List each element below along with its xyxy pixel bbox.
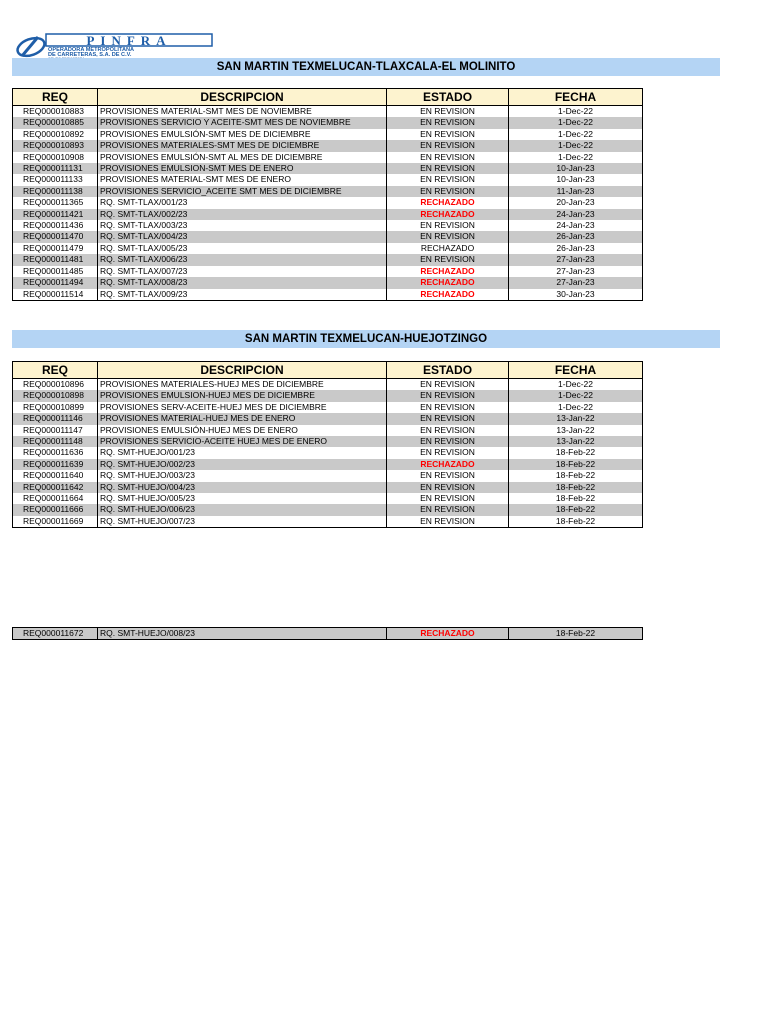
- status-cell: EN REVISION: [387, 140, 509, 151]
- description-cell: RQ. SMT-HUEJO/001/23: [98, 447, 387, 458]
- date-cell: 13-Jan-22: [509, 413, 643, 424]
- status-cell: RECHAZADO: [387, 197, 509, 208]
- description-cell: PROVISIONES EMULSIÓN-SMT AL MES DE DICIEMBRE: [98, 152, 387, 163]
- status-cell: EN REVISION: [387, 436, 509, 447]
- date-cell: 26-Jan-23: [509, 231, 643, 242]
- status-cell: RECHAZADO: [387, 243, 509, 254]
- status-cell: EN REVISION: [387, 231, 509, 242]
- table-row: [13, 628, 643, 640]
- date-cell: 1-Dec-22: [509, 129, 643, 140]
- req-cell: REQ000011470: [13, 231, 98, 242]
- header-descripcion: DESCRIPCION: [98, 89, 387, 106]
- description-cell: RQ. SMT-TLAX/006/23: [98, 254, 387, 265]
- date-cell: 11-Jan-23: [509, 186, 643, 197]
- date-cell: 1-Dec-22: [509, 152, 643, 163]
- header-descripcion: DESCRIPCION: [98, 362, 387, 379]
- description-cell: RQ. SMT-HUEJO/003/23: [98, 470, 387, 481]
- description-cell: PROVISIONES EMULSION-SMT MES DE ENERO: [98, 163, 387, 174]
- table-row: [13, 209, 643, 220]
- date-cell: 30-Jan-23: [509, 289, 643, 301]
- table-header-row: [13, 89, 643, 106]
- description-cell: PROVISIONES MATERIAL-HUEJ MES DE ENERO: [98, 413, 387, 424]
- table-row: [13, 470, 643, 481]
- status-cell: EN REVISION: [387, 493, 509, 504]
- table-row: [13, 197, 643, 208]
- date-cell: 18-Feb-22: [509, 493, 643, 504]
- description-cell: PROVISIONES SERVICIO Y ACEITE-SMT MES DE NOVIEMBRE: [98, 117, 387, 128]
- status-cell: RECHAZADO: [387, 209, 509, 220]
- date-cell: 18-Feb-22: [509, 516, 643, 528]
- status-cell: EN REVISION: [387, 402, 509, 413]
- description-cell: RQ. SMT-TLAX/001/23: [98, 197, 387, 208]
- date-cell: 1-Dec-22: [509, 402, 643, 413]
- header-fecha: FECHA: [509, 89, 643, 106]
- req-cell: REQ000010893: [13, 140, 98, 151]
- req-cell: REQ000011138: [13, 186, 98, 197]
- section-title-tlaxcala: SAN MARTIN TEXMELUCAN-TLAXCALA-EL MOLINITO: [12, 58, 720, 76]
- table-row: [13, 129, 643, 140]
- table-row: [13, 482, 643, 493]
- req-cell: REQ000011639: [13, 459, 98, 470]
- description-cell: PROVISIONES SERVICIO-ACEITE HUEJ MES DE ENERO: [98, 436, 387, 447]
- table-row: [13, 231, 643, 242]
- date-cell: 18-Feb-22: [509, 504, 643, 515]
- status-cell: EN REVISION: [387, 129, 509, 140]
- table-row: [13, 504, 643, 515]
- date-cell: 24-Jan-23: [509, 209, 643, 220]
- description-cell: PROVISIONES MATERIAL-SMT MES DE NOVIEMBRE: [98, 106, 387, 118]
- description-cell: PROVISIONES SERVICIO_ACEITE SMT MES DE DICIEMBRE: [98, 186, 387, 197]
- status-cell: EN REVISION: [387, 163, 509, 174]
- req-cell: REQ000011148: [13, 436, 98, 447]
- status-cell: RECHAZADO: [387, 277, 509, 288]
- table-row: [13, 425, 643, 436]
- table-row: [13, 254, 643, 265]
- status-cell: EN REVISION: [387, 470, 509, 481]
- table-row: [13, 447, 643, 458]
- req-cell: REQ000010898: [13, 390, 98, 401]
- date-cell: 27-Jan-23: [509, 277, 643, 288]
- description-cell: PROVISIONES MATERIALES-HUEJ MES DE DICIEMBRE: [98, 379, 387, 391]
- table-row: [13, 289, 643, 301]
- table-row: [13, 413, 643, 424]
- description-cell: RQ. SMT-HUEJO/004/23: [98, 482, 387, 493]
- status-cell: RECHAZADO: [387, 266, 509, 277]
- table-row: [13, 402, 643, 413]
- date-cell: 20-Jan-23: [509, 197, 643, 208]
- status-cell: EN REVISION: [387, 504, 509, 515]
- req-cell: REQ000011494: [13, 277, 98, 288]
- status-cell: RECHAZADO: [387, 289, 509, 301]
- date-cell: 27-Jan-23: [509, 266, 643, 277]
- req-cell: REQ000011485: [13, 266, 98, 277]
- status-cell: EN REVISION: [387, 390, 509, 401]
- table-row: [13, 186, 643, 197]
- header-estado: ESTADO: [387, 362, 509, 379]
- table-row: [13, 152, 643, 163]
- date-cell: 24-Jan-23: [509, 220, 643, 231]
- description-cell: RQ. SMT-TLAX/004/23: [98, 231, 387, 242]
- date-cell: 1-Dec-22: [509, 379, 643, 391]
- req-cell: REQ000010892: [13, 129, 98, 140]
- date-cell: 1-Dec-22: [509, 140, 643, 151]
- date-cell: 1-Dec-22: [509, 106, 643, 118]
- description-cell: RQ. SMT-TLAX/009/23: [98, 289, 387, 301]
- logo-line-2: DE CARRETERAS, S.A. DE C.V.: [48, 52, 132, 58]
- req-cell: REQ000011365: [13, 197, 98, 208]
- status-cell: EN REVISION: [387, 425, 509, 436]
- description-cell: RQ. SMT-HUEJO/007/23: [98, 516, 387, 528]
- status-cell: EN REVISION: [387, 254, 509, 265]
- description-cell: RQ. SMT-HUEJO/006/23: [98, 504, 387, 515]
- description-cell: RQ. SMT-TLAX/002/23: [98, 209, 387, 220]
- description-cell: PROVISIONES MATERIAL-SMT MES DE ENERO: [98, 174, 387, 185]
- description-cell: RQ. SMT-HUEJO/005/23: [98, 493, 387, 504]
- description-cell: RQ. SMT-HUEJO/002/23: [98, 459, 387, 470]
- req-cell: REQ000010885: [13, 117, 98, 128]
- req-cell: REQ000010908: [13, 152, 98, 163]
- req-cell: REQ000011636: [13, 447, 98, 458]
- table-row: [13, 174, 643, 185]
- req-cell: REQ000011131: [13, 163, 98, 174]
- table-row: [13, 243, 643, 254]
- description-cell: RQ. SMT-TLAX/008/23: [98, 277, 387, 288]
- status-cell: EN REVISION: [387, 174, 509, 185]
- requisitions-table-extra: [12, 627, 643, 640]
- status-cell: EN REVISION: [387, 117, 509, 128]
- description-cell: PROVISIONES SERV-ACEITE-HUEJ MES DE DICIEMBRE: [98, 402, 387, 413]
- description-cell: RQ. SMT-TLAX/003/23: [98, 220, 387, 231]
- date-cell: 18-Feb-22: [509, 628, 643, 640]
- date-cell: 18-Feb-22: [509, 459, 643, 470]
- date-cell: 13-Jan-22: [509, 425, 643, 436]
- date-cell: 18-Feb-22: [509, 447, 643, 458]
- req-cell: REQ000011479: [13, 243, 98, 254]
- status-cell: EN REVISION: [387, 106, 509, 118]
- req-cell: REQ000011672: [13, 628, 98, 640]
- req-cell: REQ000010896: [13, 379, 98, 391]
- status-cell: RECHAZADO: [387, 628, 509, 640]
- req-cell: REQ000011514: [13, 289, 98, 301]
- req-cell: REQ000011146: [13, 413, 98, 424]
- logo-brand: PINFRA: [86, 33, 172, 48]
- table-row: [13, 493, 643, 504]
- status-cell: RECHAZADO: [387, 459, 509, 470]
- req-cell: REQ000011669: [13, 516, 98, 528]
- table-row: [13, 220, 643, 231]
- table-row: [13, 163, 643, 174]
- header-fecha: FECHA: [509, 362, 643, 379]
- status-cell: EN REVISION: [387, 516, 509, 528]
- req-cell: REQ000011640: [13, 470, 98, 481]
- table-row: [13, 117, 643, 128]
- req-cell: REQ000011133: [13, 174, 98, 185]
- req-cell: REQ000011421: [13, 209, 98, 220]
- status-cell: EN REVISION: [387, 447, 509, 458]
- requisitions-table-huejotzingo: [12, 361, 643, 528]
- description-cell: RQ. SMT-HUEJO/008/23: [98, 628, 387, 640]
- date-cell: 27-Jan-23: [509, 254, 643, 265]
- header-req: REQ: [13, 362, 98, 379]
- pinfra-logo: [12, 32, 216, 60]
- table-header-row: [13, 362, 643, 379]
- req-cell: REQ000010883: [13, 106, 98, 118]
- table-row: [13, 459, 643, 470]
- table-row: [13, 140, 643, 151]
- table-row: [13, 106, 643, 118]
- header-estado: ESTADO: [387, 89, 509, 106]
- status-cell: EN REVISION: [387, 379, 509, 391]
- status-cell: EN REVISION: [387, 186, 509, 197]
- description-cell: RQ. SMT-TLAX/007/23: [98, 266, 387, 277]
- table-row: [13, 516, 643, 528]
- table-row: [13, 277, 643, 288]
- req-cell: REQ000011481: [13, 254, 98, 265]
- req-cell: REQ000011642: [13, 482, 98, 493]
- requisitions-table-tlaxcala: [12, 88, 643, 301]
- description-cell: PROVISIONES EMULSIÓN-SMT MES DE DICIEMBRE: [98, 129, 387, 140]
- date-cell: 1-Dec-22: [509, 117, 643, 128]
- date-cell: 1-Dec-22: [509, 390, 643, 401]
- req-cell: REQ000011147: [13, 425, 98, 436]
- date-cell: 26-Jan-23: [509, 243, 643, 254]
- date-cell: 10-Jan-23: [509, 163, 643, 174]
- table-row: [13, 379, 643, 391]
- header-req: REQ: [13, 89, 98, 106]
- logo-line-1: OPERADORA METROPOLITANA: [48, 47, 135, 53]
- date-cell: 18-Feb-22: [509, 470, 643, 481]
- section-title-huejotzingo: SAN MARTIN TEXMELUCAN-HUEJOTZINGO: [12, 330, 720, 348]
- status-cell: EN REVISION: [387, 413, 509, 424]
- table-row: [13, 390, 643, 401]
- date-cell: 18-Feb-22: [509, 482, 643, 493]
- description-cell: PROVISIONES EMULSIÓN-HUEJ MES DE ENERO: [98, 425, 387, 436]
- description-cell: PROVISIONES MATERIALES-SMT MES DE DICIEMBRE: [98, 140, 387, 151]
- status-cell: EN REVISION: [387, 152, 509, 163]
- table-row: [13, 266, 643, 277]
- req-cell: REQ000011664: [13, 493, 98, 504]
- req-cell: REQ000011666: [13, 504, 98, 515]
- status-cell: EN REVISION: [387, 220, 509, 231]
- status-cell: EN REVISION: [387, 482, 509, 493]
- description-cell: RQ. SMT-TLAX/005/23: [98, 243, 387, 254]
- req-cell: REQ000011436: [13, 220, 98, 231]
- description-cell: PROVISIONES EMULSION-HUEJ MES DE DICIEMBRE: [98, 390, 387, 401]
- date-cell: 13-Jan-22: [509, 436, 643, 447]
- req-cell: REQ000010899: [13, 402, 98, 413]
- table-row: [13, 436, 643, 447]
- date-cell: 10-Jan-23: [509, 174, 643, 185]
